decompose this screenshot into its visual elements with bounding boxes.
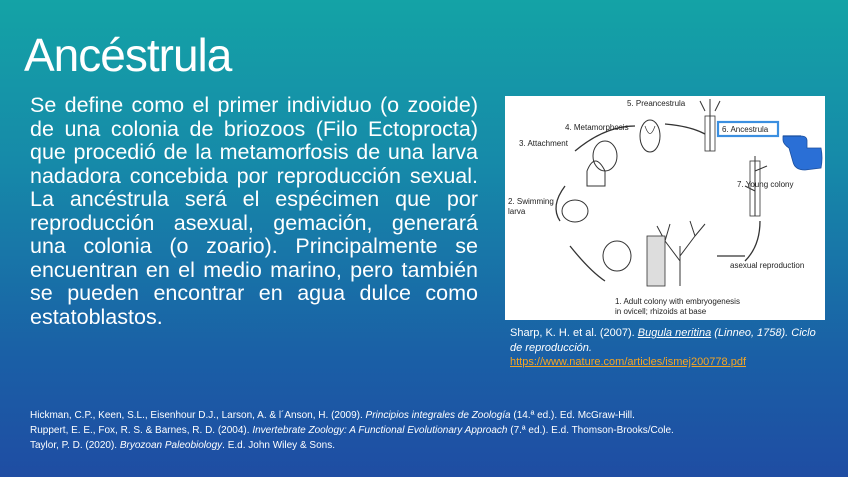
slide-title: Ancéstrula — [24, 29, 232, 81]
label-ancestrula: 6. Ancestrula — [722, 125, 769, 134]
label-swimming-1: 2. Swimming — [508, 197, 554, 206]
pointing-hand-icon — [783, 136, 822, 170]
references — [30, 408, 830, 453]
caption-species: Bugula neritina — [637, 327, 712, 339]
label-swimming-2: larva — [508, 207, 526, 216]
label-young-colony: 7. Young colony — [737, 180, 794, 189]
definition-paragraph: Se define como el primer individuo (o zooide) de una colonia de briozoos (Filo Ectoprocta) que procedió de la metamorfosis de una larva nadadora concebida por reproducción sexual. La ancéstrula será el espécimen que por reproducción asexual, gemación, generará una colonia (o zoario). Principalmente se encuentran en el medio marino, pero también se pueden encontrar en agua dulce como estatoblastos. — [30, 93, 478, 329]
label-metamorphosis: 4. Metamorphosis — [565, 123, 629, 132]
reference-item: Ruppert, E. E., Fox, R. S. & Barnes, R. D. (2004). Invertebrate Zoology: A Functional Evolutionary Approach (7.ª ed.). E.d. Thomson-Brooks/Cole. — [30, 425, 674, 436]
label-attachment: 3. Attachment — [519, 139, 568, 148]
label-adult-2: in ovicell; rhizoids at base — [615, 307, 707, 316]
reference-item: Taylor, P. D. (2020). Bryozoan Paleobiology. E.d. John Wiley & Sons. — [30, 440, 335, 451]
label-asexual: asexual reproduction — [730, 261, 805, 270]
label-preancestrula: 5. Preancestrula — [627, 99, 686, 108]
caption-authority: (Linneo, 1758). Ciclo de reproducción. — [510, 327, 816, 354]
caption-authors: Sharp, K. H. et al. (2007). — [510, 327, 638, 339]
figure-caption — [510, 326, 830, 370]
reference-item: Hickman, C.P., Keen, S.L., Eisenhour D.J., Larson, A. & l´Anson, H. (2009). Principios integrales de Zoología (14.ª ed.). Ed. McGraw-Hill. — [30, 410, 635, 421]
caption-link[interactable]: https://www.nature.com/articles/ismej200778.pdf — [510, 356, 747, 368]
life-cycle-figure — [505, 96, 825, 320]
label-adult-1: 1. Adult colony with embryogenesis — [615, 297, 740, 306]
